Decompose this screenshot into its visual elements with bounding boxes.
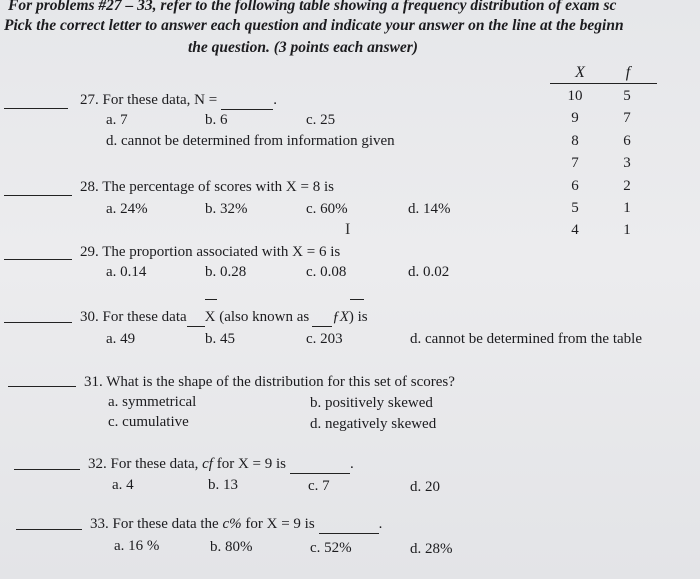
mean-bar [350, 299, 364, 300]
table-cell-x: 4 [571, 222, 579, 238]
option-28-a: a. 24% [106, 201, 148, 217]
option-28-b: b. 32% [205, 201, 248, 217]
option-32-d: d. 20 [410, 479, 440, 495]
question-29: 29. The proportion associated with X = 6 is [80, 244, 341, 260]
option-31-c: c. cumulative [108, 414, 189, 430]
question-30: 30. For these data X (also known as ƒX) is [80, 309, 368, 325]
option-31-a: a. symmetrical [108, 394, 197, 410]
option-29-c: c. 0.08 [306, 264, 347, 280]
option-33-a: a. 16 % [114, 538, 160, 554]
option-33-c: c. 52% [310, 540, 352, 556]
answer-line-31[interactable] [8, 386, 76, 387]
option-28-c: c. 60% [306, 201, 348, 217]
option-30-b: b. 45 [205, 331, 235, 347]
table-header-x: X [575, 64, 585, 81]
question-33: 33. For these data the c% for X = 9 is . [90, 516, 383, 532]
blank-30a[interactable] [187, 308, 205, 327]
blank-33[interactable] [319, 515, 379, 534]
option-33-d: d. 28% [410, 541, 453, 557]
question-27: 27. For these data, N = . [80, 92, 277, 108]
option-31-b: b. positively skewed [310, 395, 433, 411]
blank-27[interactable] [221, 91, 273, 110]
table-cell-f: 2 [623, 178, 631, 194]
table-cell-x: 8 [571, 133, 579, 149]
option-28-d: d. 14% [408, 201, 451, 217]
table-cell-f: 7 [623, 110, 631, 126]
instructions-line-1: For problems #27 – 33, refer to the following table showing a frequency distribution of exam sc [8, 0, 617, 14]
table-cell-f: 1 [623, 200, 631, 216]
option-33-b: b. 80% [210, 539, 253, 555]
answer-line-30[interactable] [4, 322, 72, 323]
table-cell-f: 5 [623, 88, 631, 104]
option-32-b: b. 13 [208, 477, 238, 493]
option-31-d: d. negatively skewed [310, 416, 437, 432]
option-30-c: c. 203 [306, 331, 343, 347]
answer-line-33[interactable] [16, 529, 82, 530]
instructions-line-2: Pick the correct letter to answer each question and indicate your answer on the line at the beginn [4, 17, 624, 34]
option-29-d: d. 0.02 [408, 264, 450, 280]
table-cell-f: 1 [623, 222, 631, 238]
question-32: 32. For these data, cf for X = 9 is . [88, 456, 354, 472]
table-cell-x: 5 [571, 200, 579, 216]
table-cell-x: 9 [571, 110, 579, 126]
answer-line-27[interactable] [4, 108, 68, 109]
table-cell-f: 3 [623, 155, 631, 171]
option-32-a: a. 4 [112, 477, 134, 493]
table-cell-x: 7 [571, 155, 579, 171]
option-29-a: a. 0.14 [106, 264, 147, 280]
option-32-c: c. 7 [308, 478, 330, 494]
answer-line-28[interactable] [4, 195, 72, 196]
option-27-a: a. 7 [106, 112, 128, 128]
table-cell-f: 6 [623, 133, 631, 149]
option-30-d: d. cannot be determined from the table [410, 331, 642, 347]
question-31: 31. What is the shape of the distribution for this set of scores? [84, 374, 455, 390]
blank-32[interactable] [290, 455, 350, 474]
table-cell-x: 6 [571, 178, 579, 194]
text-cursor-icon: I [345, 221, 351, 238]
option-27-d: d. cannot be determined from information given [106, 133, 395, 149]
mean-bar [205, 299, 217, 300]
instructions-line-3: the question. (3 points each answer) [188, 39, 418, 56]
option-30-a: a. 49 [106, 331, 136, 347]
option-27-c: c. 25 [306, 112, 336, 128]
option-27-b: b. 6 [205, 112, 228, 128]
table-header-f: f [625, 64, 631, 81]
answer-line-29[interactable] [4, 259, 72, 260]
option-29-b: b. 0.28 [205, 264, 247, 280]
table-header-rule [550, 83, 657, 84]
table-cell-x: 10 [567, 88, 583, 104]
question-28: 28. The percentage of scores with X = 8 is [80, 179, 334, 195]
blank-30b[interactable] [312, 308, 332, 327]
answer-line-32[interactable] [14, 469, 80, 470]
